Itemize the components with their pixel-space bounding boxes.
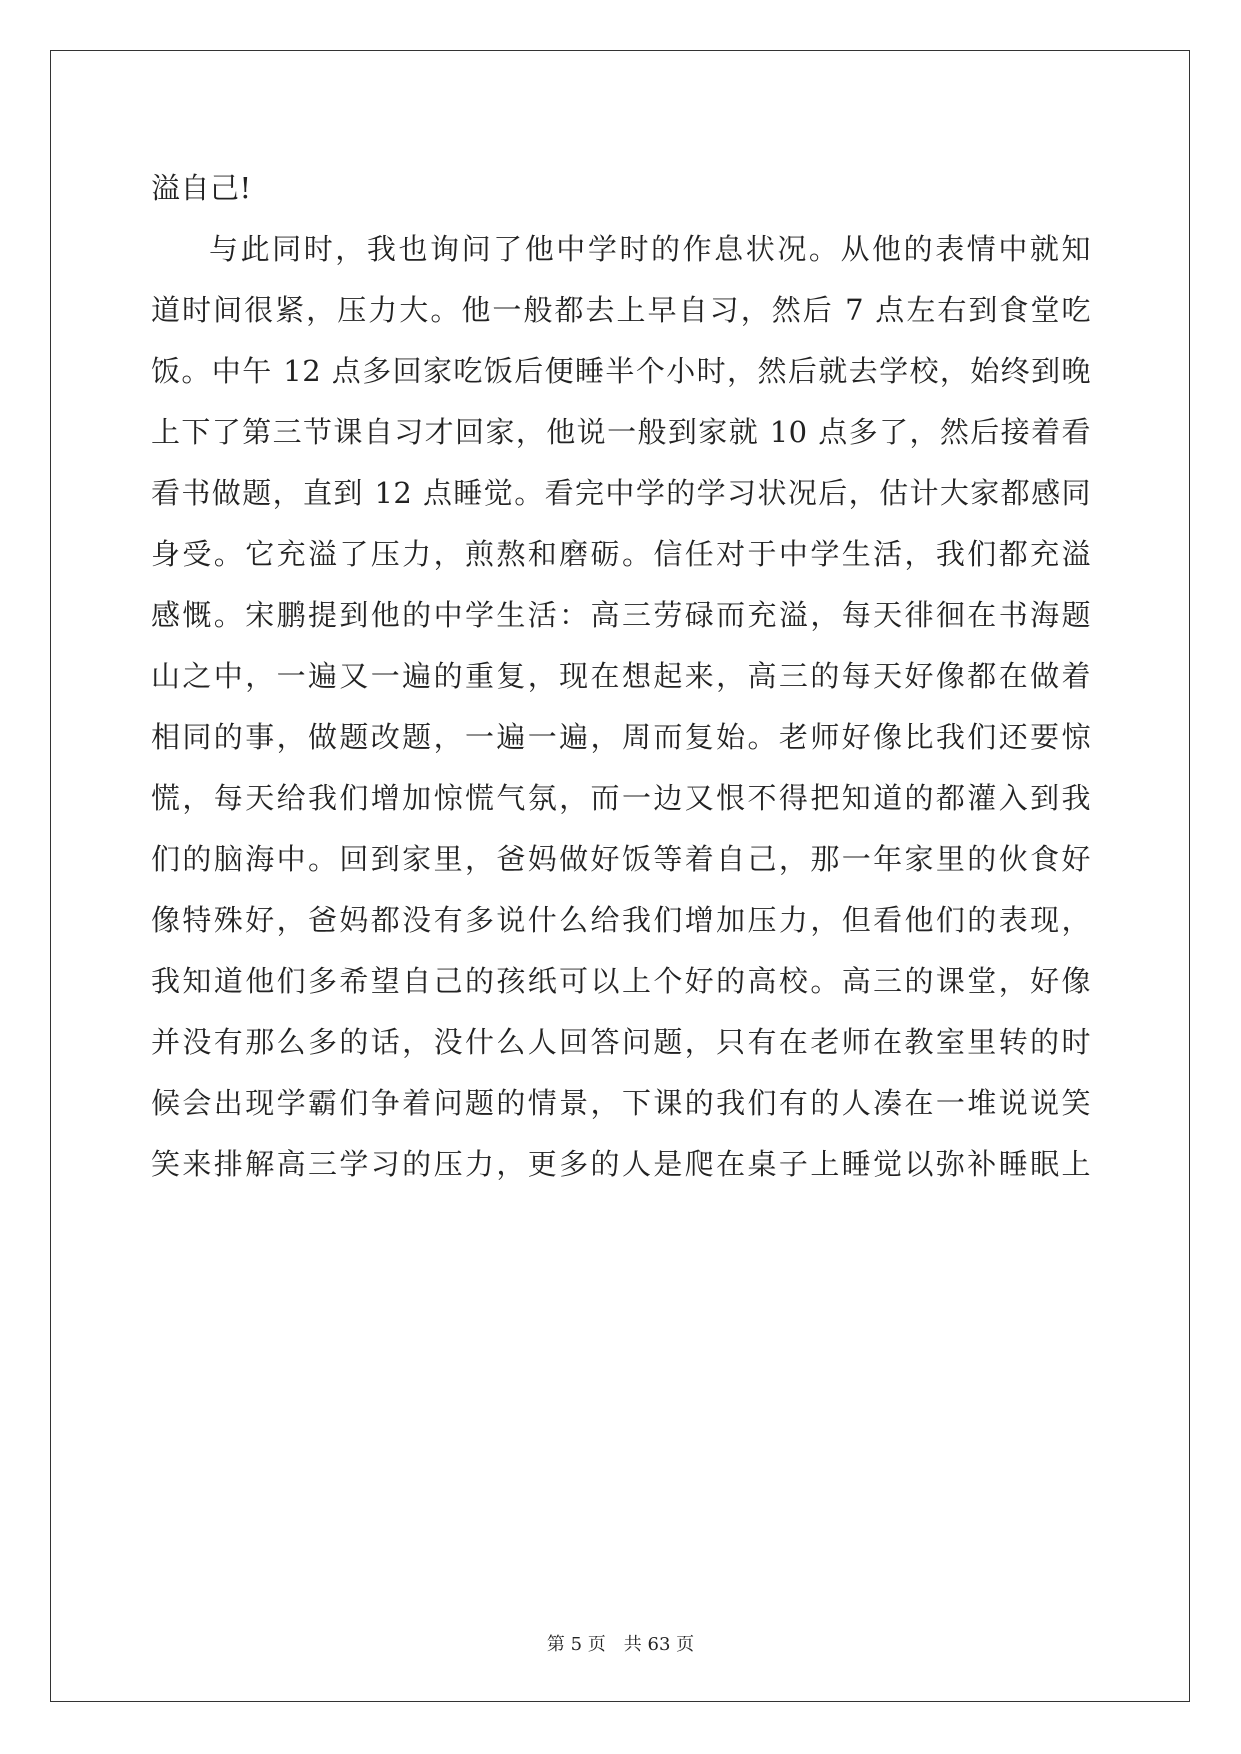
text-line: 感慨。宋鹏提到他的中学生活：高三劳碌而充溢，每天徘徊在书海题 — [151, 598, 1091, 632]
text-line: 上下了第三节课自习才回家，他说一般到家就 10 点多了，然后接着看 — [151, 415, 1091, 449]
page-total: 共 63 页 — [623, 1634, 695, 1655]
text-line: 像特殊好，爸妈都没有多说什么给我们增加压力，但看他们的表现， — [151, 903, 1091, 937]
text-line: 身受。它充溢了压力，煎熬和磨砺。信任对于中学生活，我们都充溢 — [151, 537, 1091, 571]
page-footer — [0, 1630, 1241, 1656]
text-line: 饭。中午 12 点多回家吃饭后便睡半个小时，然后就去学校，始终到晚 — [151, 354, 1091, 388]
text-line: 们的脑海中。回到家里，爸妈做好饭等着自己，那一年家里的伙食好 — [151, 842, 1091, 876]
text-line: 慌，每天给我们增加惊慌气氛，而一边又恨不得把知道的都灌入到我 — [151, 781, 1091, 815]
page-number: 第 5 页 — [546, 1634, 606, 1655]
text-line: 我知道他们多希望自己的孩纸可以上个好的高校。高三的课堂，好像 — [151, 964, 1091, 998]
text-line: 候会出现学霸们争着问题的情景，下课的我们有的人凑在一堆说说笑 — [151, 1086, 1091, 1120]
text-line: 笑来排解高三学习的压力，更多的人是爬在桌子上睡觉以弥补睡眠上 — [151, 1147, 1091, 1181]
text-line: 山之中，一遍又一遍的重复，现在想起来，高三的每天好像都在做着 — [151, 659, 1091, 693]
text-line: 与此同时，我也询问了他中学时的作息状况。从他的表情中就知 — [209, 232, 1091, 266]
text-line: 并没有那么多的话，没什么人回答问题，只有在老师在教室里转的时 — [151, 1025, 1091, 1059]
text-line: 看书做题，直到 12 点睡觉。看完中学的学习状况后，估计大家都感同 — [151, 476, 1091, 510]
text-line: 相同的事，做题改题，一遍一遍，周而复始。老师好像比我们还要惊 — [151, 720, 1091, 754]
text-line: 道时间很紧，压力大。他一般都去上早自习，然后 7 点左右到食堂吃 — [151, 293, 1091, 327]
text-line: 溢自己! — [151, 171, 252, 205]
document-body — [151, 158, 1091, 1195]
